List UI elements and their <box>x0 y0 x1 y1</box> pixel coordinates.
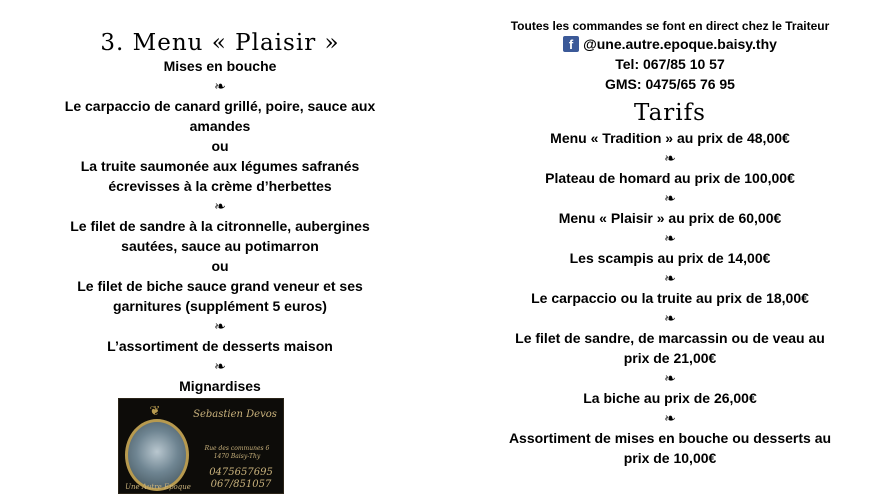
list-item: Menu « Plaisir » au prix de 60,00€ <box>558 210 782 226</box>
tel-number: Tel: 067/85 10 57 <box>615 56 725 72</box>
list-item: La truite saumonée aux légumes safranés <box>80 158 360 174</box>
card-address-line2: 1470 Baisy-Thy <box>213 453 261 460</box>
facebook-handle: @une.autre.epoque.baisy.thy <box>583 36 777 52</box>
card-address-line1: Rue des communes 6 <box>204 445 270 452</box>
card-tagline: Une Autre Epoque <box>125 483 191 491</box>
list-item: Le carpaccio de canard grillé, poire, sauce aux <box>64 98 376 114</box>
card-address <box>191 445 283 461</box>
fleuron-ornament-icon: ❧ <box>664 190 676 206</box>
facebook-link[interactable] <box>470 34 870 54</box>
tarifs-column <box>470 0 870 468</box>
list-item: L’assortiment de desserts maison <box>107 338 333 354</box>
list-item: amandes <box>189 118 251 134</box>
list-item: écrevisses à la crème d’herbettes <box>108 178 332 194</box>
list-item: Mises en bouche <box>163 58 277 74</box>
fleuron-ornament-icon: ❧ <box>664 410 676 426</box>
list-item: Le carpaccio ou la truite au prix de 18,00€ <box>531 290 809 306</box>
tarifs-title: Tarifs <box>634 100 706 126</box>
fleuron-ornament-icon: ❧ <box>664 310 676 326</box>
list-item: Le filet de sandre à la citronnelle, aubergines <box>70 218 370 234</box>
card-phones <box>199 467 283 491</box>
fleuron-ornament-icon: ❧ <box>664 270 676 286</box>
list-item: Le filet de biche sauce grand veneur et ses <box>77 278 363 294</box>
list-item: prix de 10,00€ <box>623 450 717 466</box>
fleuron-ornament-icon: ❧ <box>214 318 226 334</box>
list-item: ou <box>211 138 229 154</box>
facebook-icon: f <box>563 36 579 52</box>
gms-number: GMS: 0475/65 76 95 <box>605 76 735 92</box>
fleuron-ornament-icon: ❧ <box>664 150 676 166</box>
card-phone-1: 0475657695 <box>209 467 273 478</box>
card-name: Sebastien Devos <box>193 409 277 420</box>
list-item: sautées, sauce au potimarron <box>121 238 319 254</box>
order-note: Toutes les commandes se font en direct chez le Traiteur <box>510 19 830 33</box>
portrait-image <box>125 419 189 491</box>
list-item: ou <box>211 258 229 274</box>
list-item: garnitures (supplément 5 euros) <box>113 298 327 314</box>
fleuron-ornament-icon: ❧ <box>214 78 226 94</box>
tarifs-items <box>470 128 870 468</box>
bow-ornament-icon: ❦ <box>149 404 161 419</box>
list-item: Le filet de sandre, de marcassin ou de veau au <box>515 330 825 346</box>
menu-title: 3. Menu « Plaisir » <box>100 30 340 56</box>
fleuron-ornament-icon: ❧ <box>664 370 676 386</box>
fleuron-ornament-icon: ❧ <box>214 358 226 374</box>
menu-column <box>40 0 400 396</box>
list-item: Menu « Tradition » au prix de 48,00€ <box>550 130 790 146</box>
business-card <box>118 398 284 494</box>
list-item: Mignardises <box>179 378 261 394</box>
list-item: Plateau de homard au prix de 100,00€ <box>545 170 795 186</box>
card-phone-2: 067/851057 <box>210 479 272 490</box>
list-item: La biche au prix de 26,00€ <box>583 390 757 406</box>
list-item: Les scampis au prix de 14,00€ <box>569 250 771 266</box>
list-item: prix de 21,00€ <box>623 350 717 366</box>
fleuron-ornament-icon: ❧ <box>664 230 676 246</box>
list-item: Assortiment de mises en bouche ou desserts au <box>508 430 832 446</box>
menu-items <box>40 56 400 396</box>
fleuron-ornament-icon: ❧ <box>214 198 226 214</box>
